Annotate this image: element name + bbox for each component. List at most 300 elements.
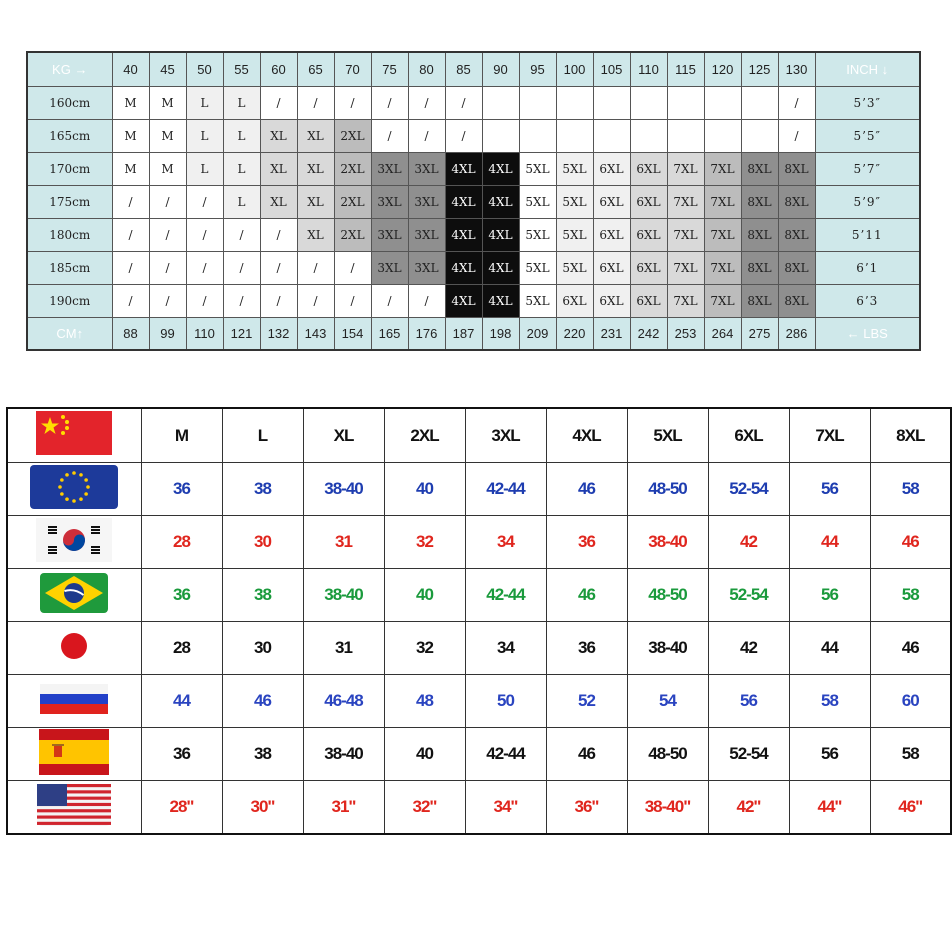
lbs-value: 231 (593, 318, 630, 351)
size-cell: / (408, 87, 445, 120)
height-cm-label: 190cm (27, 285, 112, 318)
kg-value: 100 (556, 52, 593, 87)
flag-cell (7, 516, 141, 569)
size-cell: M (149, 153, 186, 186)
converted-size-value: 52-54 (708, 463, 789, 516)
size-cell: 8XL (741, 285, 778, 318)
height-row (27, 219, 920, 252)
size-cell: / (778, 120, 815, 153)
size-cell: 8XL (741, 186, 778, 219)
size-label: 2XL (384, 408, 465, 463)
size-cell (556, 120, 593, 153)
size-cell: 6XL (593, 219, 630, 252)
size-cell (482, 120, 519, 153)
size-cell: / (149, 186, 186, 219)
converted-size-value: 54 (627, 675, 708, 728)
size-cell: 2XL (334, 120, 371, 153)
size-cell: 8XL (778, 252, 815, 285)
converted-size-value: 56 (789, 728, 870, 781)
size-cell: 5XL (519, 285, 556, 318)
lbs-value: 253 (667, 318, 704, 351)
converted-size-value: 36 (141, 728, 222, 781)
lbs-value: 187 (445, 318, 482, 351)
converted-size-value: 38-40" (627, 781, 708, 835)
converted-size-value: 52 (546, 675, 627, 728)
height-row (27, 87, 920, 120)
converted-size-value: 36 (546, 516, 627, 569)
size-cell: 2XL (334, 153, 371, 186)
size-cell: 4XL (482, 186, 519, 219)
size-cell (519, 87, 556, 120)
size-cell (556, 87, 593, 120)
size-header-row (7, 408, 951, 463)
converted-size-value: 28 (141, 622, 222, 675)
kg-value: 80 (408, 52, 445, 87)
kg-value: 125 (741, 52, 778, 87)
size-label: 6XL (708, 408, 789, 463)
converted-size-value: 30" (222, 781, 303, 835)
inch-label: INCH ↓ (815, 52, 920, 87)
size-cell: / (408, 285, 445, 318)
size-cell: 5XL (556, 252, 593, 285)
size-cell: 8XL (778, 186, 815, 219)
size-cell: 7XL (667, 186, 704, 219)
converted-size-value: 46-48 (303, 675, 384, 728)
converted-size-value: 52-54 (708, 728, 789, 781)
converted-size-value: 34" (465, 781, 546, 835)
size-cell (741, 120, 778, 153)
size-cell: 3XL (371, 153, 408, 186)
country-size-row (7, 569, 951, 622)
usa-flag-icon (37, 784, 111, 831)
converted-size-value: 42 (708, 516, 789, 569)
size-cell: 7XL (667, 153, 704, 186)
flag-cell (7, 622, 141, 675)
size-cell (630, 120, 667, 153)
size-cell: / (371, 120, 408, 153)
converted-size-value: 46 (546, 728, 627, 781)
size-cell: / (223, 285, 260, 318)
converted-size-value: 36 (546, 622, 627, 675)
size-cell: L (223, 120, 260, 153)
converted-size-value: 50 (465, 675, 546, 728)
size-cell: / (297, 252, 334, 285)
size-cell: / (112, 219, 149, 252)
size-cell: 4XL (445, 252, 482, 285)
converted-size-value: 40 (384, 728, 465, 781)
height-inch-label: 5’3″ (815, 87, 920, 120)
size-cell: 5XL (556, 186, 593, 219)
size-label: 4XL (546, 408, 627, 463)
size-cell: 6XL (630, 252, 667, 285)
converted-size-value: 56 (789, 463, 870, 516)
size-cell: / (112, 285, 149, 318)
flag-cell (7, 728, 141, 781)
kg-value: 90 (482, 52, 519, 87)
height-row (27, 252, 920, 285)
size-cell: 7XL (704, 153, 741, 186)
country-size-row (7, 728, 951, 781)
converted-size-value: 46 (546, 569, 627, 622)
converted-size-value: 38-40 (627, 622, 708, 675)
size-cell: XL (260, 120, 297, 153)
converted-size-value: 44 (141, 675, 222, 728)
converted-size-value: 44 (789, 516, 870, 569)
international-size-conversion-table (6, 407, 952, 835)
size-cell: 7XL (704, 219, 741, 252)
size-cell: / (260, 252, 297, 285)
size-cell: / (334, 285, 371, 318)
height-cm-label: 170cm (27, 153, 112, 186)
size-cell: M (112, 120, 149, 153)
size-cell: 6XL (593, 285, 630, 318)
size-cell: XL (297, 120, 334, 153)
converted-size-value: 36" (546, 781, 627, 835)
country-size-row (7, 516, 951, 569)
size-cell (741, 87, 778, 120)
converted-size-value: 42-44 (465, 569, 546, 622)
size-cell: 4XL (445, 153, 482, 186)
size-cell: L (223, 186, 260, 219)
size-cell: / (445, 87, 482, 120)
converted-size-value: 40 (384, 463, 465, 516)
size-cell: XL (260, 186, 297, 219)
size-cell: 7XL (704, 285, 741, 318)
size-cell: L (223, 153, 260, 186)
size-cell: / (112, 186, 149, 219)
size-cell: / (260, 87, 297, 120)
size-cell: 7XL (704, 186, 741, 219)
height-row (27, 285, 920, 318)
size-cell: 4XL (445, 285, 482, 318)
lbs-footer-row (27, 318, 920, 351)
converted-size-value: 34 (465, 516, 546, 569)
size-cell (704, 87, 741, 120)
lbs-label: ← LBS (815, 318, 920, 351)
size-cell: 6XL (630, 219, 667, 252)
size-cell: XL (297, 153, 334, 186)
kg-value: 105 (593, 52, 630, 87)
converted-size-value: 36 (141, 569, 222, 622)
kg-value: 60 (260, 52, 297, 87)
kg-header-row (27, 52, 920, 87)
height-row (27, 186, 920, 219)
converted-size-value: 56 (789, 569, 870, 622)
size-cell: M (149, 120, 186, 153)
size-cell: 3XL (408, 219, 445, 252)
lbs-value: 264 (704, 318, 741, 351)
kg-value: 120 (704, 52, 741, 87)
size-cell: 7XL (667, 219, 704, 252)
size-label: L (222, 408, 303, 463)
china-flag-icon (36, 411, 112, 460)
converted-size-value: 58 (789, 675, 870, 728)
size-cell: 5XL (519, 186, 556, 219)
lbs-value: 242 (630, 318, 667, 351)
height-inch-label: 5’9″ (815, 186, 920, 219)
height-inch-label: 5’7″ (815, 153, 920, 186)
spain-flag-icon (39, 729, 109, 780)
size-cell (482, 87, 519, 120)
size-cell: / (223, 219, 260, 252)
converted-size-value: 32 (384, 516, 465, 569)
converted-size-value: 46 (546, 463, 627, 516)
size-label: M (141, 408, 222, 463)
converted-size-value: 40 (384, 569, 465, 622)
size-cell: 2XL (334, 219, 371, 252)
converted-size-value: 48-50 (627, 569, 708, 622)
size-cell: 7XL (704, 252, 741, 285)
size-cell: / (408, 120, 445, 153)
size-cell: 6XL (556, 285, 593, 318)
converted-size-value: 38 (222, 728, 303, 781)
kg-value: 40 (112, 52, 149, 87)
kg-value: 70 (334, 52, 371, 87)
size-cell: M (112, 87, 149, 120)
kg-value: 115 (667, 52, 704, 87)
size-cell: 5XL (556, 219, 593, 252)
converted-size-value: 56 (708, 675, 789, 728)
size-cell: 3XL (371, 186, 408, 219)
lbs-value: 209 (519, 318, 556, 351)
weight-height-size-chart (26, 51, 921, 351)
converted-size-value: 46 (222, 675, 303, 728)
size-cell: 4XL (482, 285, 519, 318)
size-cell: / (334, 252, 371, 285)
lbs-value: 198 (482, 318, 519, 351)
size-label: 3XL (465, 408, 546, 463)
height-row (27, 120, 920, 153)
lbs-value: 286 (778, 318, 815, 351)
size-cell: / (186, 186, 223, 219)
converted-size-value: 38-40 (303, 569, 384, 622)
flag-cell (7, 463, 141, 516)
converted-size-value: 30 (222, 622, 303, 675)
eu-flag-icon (30, 465, 118, 514)
size-cell: 4XL (445, 219, 482, 252)
converted-size-value: 38-40 (303, 728, 384, 781)
lbs-value: 88 (112, 318, 149, 351)
size-cell: 5XL (556, 153, 593, 186)
converted-size-value: 44 (789, 622, 870, 675)
size-cell: 5XL (519, 219, 556, 252)
size-cell: 3XL (408, 252, 445, 285)
size-label: XL (303, 408, 384, 463)
converted-size-value: 30 (222, 516, 303, 569)
kg-value: 75 (371, 52, 408, 87)
size-cell: / (297, 285, 334, 318)
size-cell: XL (297, 219, 334, 252)
lbs-value: 132 (260, 318, 297, 351)
size-cell (704, 120, 741, 153)
kg-value: 45 (149, 52, 186, 87)
kg-value: 55 (223, 52, 260, 87)
brazil-flag-icon (40, 573, 108, 618)
size-label: 5XL (627, 408, 708, 463)
converted-size-value: 46" (870, 781, 951, 835)
size-label: 8XL (870, 408, 951, 463)
size-cell: 6XL (593, 252, 630, 285)
lbs-value: 176 (408, 318, 445, 351)
kg-value: 65 (297, 52, 334, 87)
size-cell: / (297, 87, 334, 120)
size-cell: 2XL (334, 186, 371, 219)
size-cell: M (149, 87, 186, 120)
country-size-row (7, 781, 951, 835)
size-cell: 3XL (408, 153, 445, 186)
size-cell: 6XL (593, 153, 630, 186)
size-cell: 6XL (593, 186, 630, 219)
size-cell (667, 120, 704, 153)
size-cell: / (260, 285, 297, 318)
size-cell: 6XL (630, 186, 667, 219)
lbs-value: 154 (334, 318, 371, 351)
size-cell: / (149, 252, 186, 285)
korea-flag-icon (36, 518, 112, 567)
converted-size-value: 31 (303, 622, 384, 675)
converted-size-value: 58 (870, 728, 951, 781)
size-cell: / (149, 285, 186, 318)
kg-label: KG → (27, 52, 112, 87)
size-cell: 6XL (630, 285, 667, 318)
converted-size-value: 52-54 (708, 569, 789, 622)
converted-size-value: 38 (222, 463, 303, 516)
height-inch-label: 6’3 (815, 285, 920, 318)
size-cell: 5XL (519, 153, 556, 186)
japan-flag-icon (36, 624, 112, 673)
size-cell: 3XL (408, 186, 445, 219)
size-cell: 7XL (667, 285, 704, 318)
lbs-value: 165 (371, 318, 408, 351)
size-cell: 4XL (482, 252, 519, 285)
converted-size-value: 32 (384, 622, 465, 675)
flag-cell (7, 408, 141, 463)
converted-size-value: 31 (303, 516, 384, 569)
kg-value: 130 (778, 52, 815, 87)
size-cell: / (186, 219, 223, 252)
size-cell: / (112, 252, 149, 285)
kg-value: 110 (630, 52, 667, 87)
lbs-value: 275 (741, 318, 778, 351)
height-cm-label: 160cm (27, 87, 112, 120)
lbs-value: 99 (149, 318, 186, 351)
kg-value: 85 (445, 52, 482, 87)
size-cell: L (186, 87, 223, 120)
country-size-row (7, 622, 951, 675)
flag-cell (7, 569, 141, 622)
converted-size-value: 48 (384, 675, 465, 728)
converted-size-value: 38-40 (627, 516, 708, 569)
converted-size-value: 48-50 (627, 728, 708, 781)
converted-size-value: 38-40 (303, 463, 384, 516)
country-size-row (7, 675, 951, 728)
size-cell: L (186, 153, 223, 186)
converted-size-value: 58 (870, 463, 951, 516)
size-cell: 3XL (371, 219, 408, 252)
converted-size-value: 34 (465, 622, 546, 675)
size-cell: / (260, 219, 297, 252)
height-inch-label: 6’1 (815, 252, 920, 285)
converted-size-value: 42-44 (465, 463, 546, 516)
size-cell (593, 120, 630, 153)
size-cell (667, 87, 704, 120)
converted-size-value: 28" (141, 781, 222, 835)
lbs-value: 143 (297, 318, 334, 351)
size-cell: 5XL (519, 252, 556, 285)
size-cell: 6XL (630, 153, 667, 186)
converted-size-value: 32" (384, 781, 465, 835)
russia-flag-icon (40, 684, 108, 719)
converted-size-value: 60 (870, 675, 951, 728)
kg-value: 50 (186, 52, 223, 87)
size-label: 7XL (789, 408, 870, 463)
size-cell: 8XL (778, 219, 815, 252)
converted-size-value: 58 (870, 569, 951, 622)
height-cm-label: 180cm (27, 219, 112, 252)
converted-size-value: 31" (303, 781, 384, 835)
size-cell: / (334, 87, 371, 120)
lbs-value: 220 (556, 318, 593, 351)
height-cm-label: 165cm (27, 120, 112, 153)
size-cell: / (371, 87, 408, 120)
kg-value: 95 (519, 52, 556, 87)
size-cell: 4XL (482, 219, 519, 252)
flag-cell (7, 675, 141, 728)
size-cell: / (445, 120, 482, 153)
size-cell: 8XL (741, 252, 778, 285)
height-inch-label: 5’5″ (815, 120, 920, 153)
size-cell: XL (297, 186, 334, 219)
size-cell: XL (260, 153, 297, 186)
height-inch-label: 5’11 (815, 219, 920, 252)
flag-cell (7, 781, 141, 835)
size-cell: 3XL (371, 252, 408, 285)
size-cell: 4XL (482, 153, 519, 186)
size-cell: / (778, 87, 815, 120)
size-cell (593, 87, 630, 120)
size-cell: / (223, 252, 260, 285)
height-cm-label: 185cm (27, 252, 112, 285)
size-cell: 4XL (445, 186, 482, 219)
size-cell: 8XL (778, 285, 815, 318)
size-cell (630, 87, 667, 120)
size-cell: 8XL (778, 153, 815, 186)
size-cell: M (112, 153, 149, 186)
converted-size-value: 46 (870, 516, 951, 569)
size-cell: / (149, 219, 186, 252)
height-row (27, 153, 920, 186)
converted-size-value: 28 (141, 516, 222, 569)
size-cell: / (186, 252, 223, 285)
size-cell: L (186, 120, 223, 153)
converted-size-value: 42-44 (465, 728, 546, 781)
size-cell: / (186, 285, 223, 318)
converted-size-value: 44" (789, 781, 870, 835)
cm-label: CM↑ (27, 318, 112, 351)
converted-size-value: 36 (141, 463, 222, 516)
lbs-value: 121 (223, 318, 260, 351)
size-cell: / (371, 285, 408, 318)
size-cell: 7XL (667, 252, 704, 285)
size-cell: 8XL (741, 153, 778, 186)
size-cell: L (223, 87, 260, 120)
converted-size-value: 38 (222, 569, 303, 622)
size-cell: 8XL (741, 219, 778, 252)
converted-size-value: 42" (708, 781, 789, 835)
converted-size-value: 48-50 (627, 463, 708, 516)
converted-size-value: 42 (708, 622, 789, 675)
country-size-row (7, 463, 951, 516)
